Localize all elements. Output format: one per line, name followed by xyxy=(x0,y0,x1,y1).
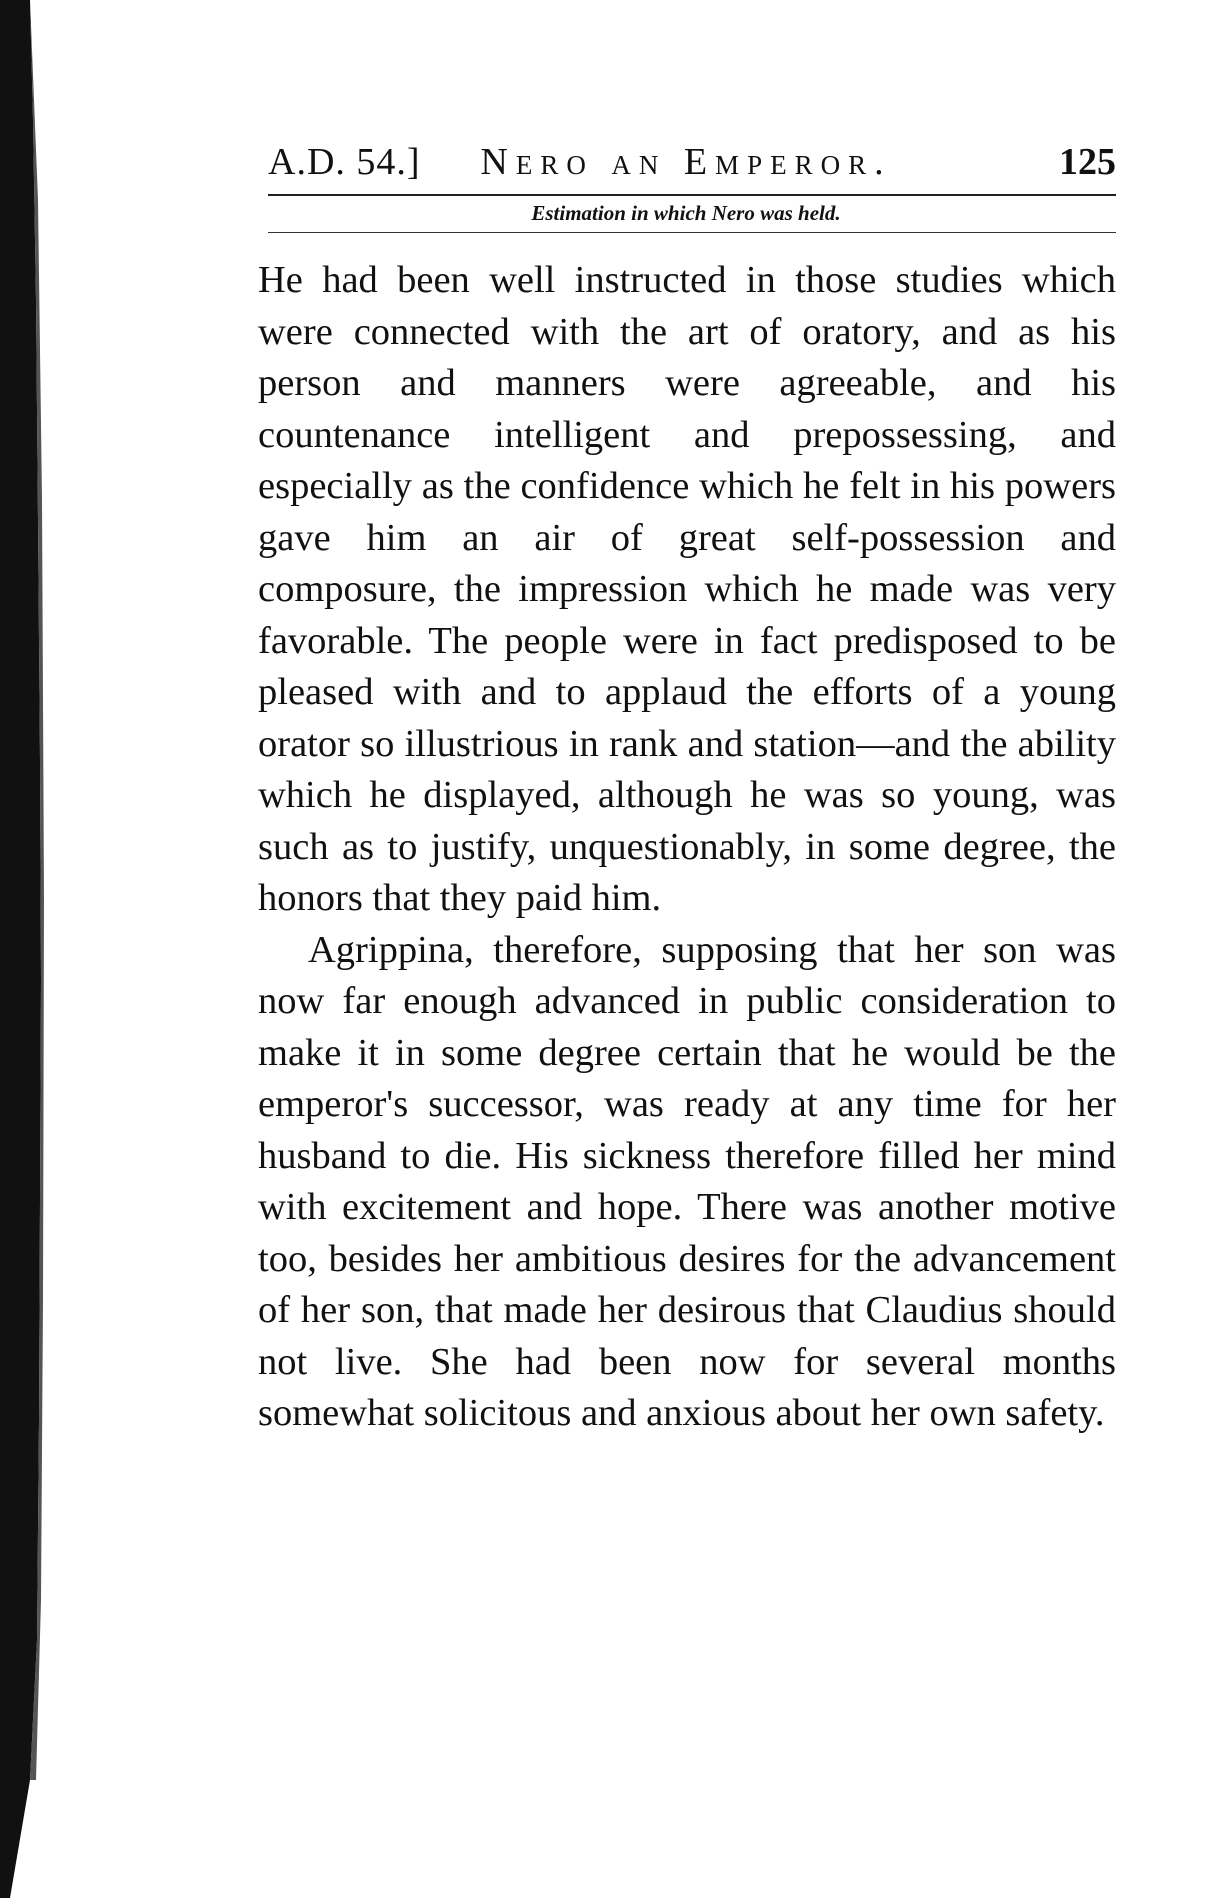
paragraph-1: He had been well instructed in those studies which were connected with the art of oratory, and as his person and manners were agreeable, and his countenance intelligent and prepossessing, and especially as the confidence which he felt in his powers gave him an air of great self-possession and composure, the impression which he made was very favorable. The people were in fact predisposed to be pleased with and to applaud the efforts of a young orator so illustrious in rank and station—and the ability which he displayed, although he was so young, was such as to justify, unquestionably, in some degree, the honors that they paid him. xyxy=(258,259,1116,919)
running-head xyxy=(256,138,1116,194)
page-number: 125 xyxy=(1059,141,1116,183)
running-head-title: Nero an Emperor. xyxy=(480,141,892,183)
paragraph-2: Agrippina, therefore, supposing that her son was now far enough advanced in public consideration to make it in some degree certain that he would be the emperor's successor, was ready at any time for her husband to die. His sickness therefore filled her mind with excitement and hope. There was another motive too, besides her ambitious desires for the advancement of her son, that made her desirous that Claudius should not live. She had been now for several months somewhat solicitous and anxious about her own safety. xyxy=(258,928,1116,1434)
section-subheading: Estimation in which Nero was held. xyxy=(531,201,841,225)
subheading-rule xyxy=(268,232,1116,233)
book-page xyxy=(256,138,1116,1440)
binding-edge-shadow xyxy=(0,0,46,1898)
body-text xyxy=(256,255,1116,1440)
running-head-date: A.D. 54.] xyxy=(268,141,421,183)
